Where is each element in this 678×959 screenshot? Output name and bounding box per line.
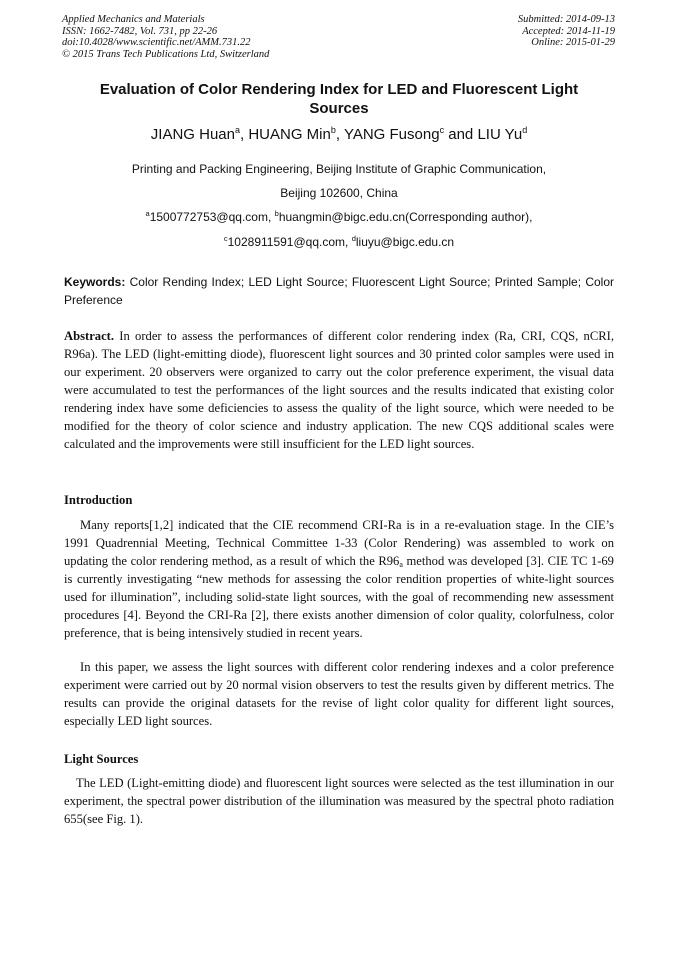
keywords-label: Keywords:	[64, 275, 126, 289]
paragraph-text: method was developed [3]. CIE TC 1-69 is currently investigating “new methods for assessing the color rendition properties of white-light sources used for illumination”, including solid-state light sources, with the goal of recommending new assessment procedures [4]. Beyond the CRI-Ra [2], there exists another dimension of color quality, colorfulness, color preference, that is being intensively studied in recent years.	[64, 554, 614, 640]
author-mark: d	[351, 234, 356, 243]
affiliation-city: Beijing 102600, China	[280, 186, 398, 200]
author-mark: d	[522, 125, 528, 135]
author-list	[40, 125, 638, 145]
journal-copyright: © 2015 Trans Tech Publications Ltd, Switzerland	[62, 48, 270, 60]
abstract	[64, 327, 614, 453]
submission-dates	[518, 14, 615, 49]
author-mark: c	[223, 234, 228, 243]
email-a[interactable]: 1500772753@qq.com,	[149, 210, 275, 224]
keywords	[64, 273, 614, 309]
author-mark: b	[274, 209, 279, 218]
submitted-date: Submitted: 2014-09-13	[517, 14, 615, 25]
online-date: Online: 2015-01-29	[531, 37, 615, 49]
abstract-text: In order to assess the performances of different color rendering index (Ra, CRI, CQS, nCRI, R96a). The LED (light-emitting diode), fluorescent light sources and 30 printed color samples were used in our experiment. 20 observers were organized to carry out the color preference experiment, the visual data were accumulated to test the performances of the light sources and the results indicated that existing color rendering index have some deficiencies to assess the quality of the light source, which were needed to be modified for the theory of color science and industry application. The new CQS additional scales were calculated and the improvements were still insufficient for the LED light sources.	[64, 329, 614, 451]
journal-info	[62, 14, 269, 60]
author-name: LIU Yu	[477, 126, 523, 143]
abstract-label: Abstract.	[64, 329, 115, 343]
author-name: HUANG Min	[248, 126, 331, 143]
paper-title: Evaluation of Color Rendering Index for LED and Fluorescent Light Sources	[99, 81, 579, 117]
author-name: YANG Fusong	[343, 126, 440, 143]
accepted-date: Accepted: 2014-11-19	[522, 25, 615, 37]
paragraph: The LED (Light-emitting diode) and fluorescent light sources were selected as the test illumination in our experiment, the spectral power distribution of the illumination was measured by the spectral photo radiation 655(see Fig. 1).	[64, 776, 614, 826]
email-b[interactable]: huangmin@bigc.edu.cn(Corresponding author),	[278, 210, 533, 224]
author-mark: b	[330, 125, 336, 135]
paragraph: In this paper, we assess the light sources with different color rendering indexes and a color preference experiment were carried out by 20 normal vision observers to test the results given by different metrics. The results can provide the original datasets for the revise of light color quality for different light sources, especially LED light sources.	[64, 660, 614, 728]
journal-doi: doi:10.4028/www.scientific.net/AMM.731.22	[62, 37, 251, 49]
journal-name: Applied Mechanics and Materials	[62, 14, 205, 25]
email-c[interactable]: 1028911591@qq.com,	[227, 235, 352, 249]
author-mark: c	[439, 125, 445, 135]
paragraph	[64, 516, 614, 642]
email-line	[40, 210, 638, 225]
paragraph-text: Many reports[1,2] indicated that the CIE recommend CRI-Ra is in a re-evaluation stage. In the CIE’s 1991 Quadrennial Meeting, Technical Committee 1-33 (Color Rendering) was assembled to work on updating the color rendering method, as a result of which the R96	[64, 518, 614, 568]
author-name: JIANG Huan	[150, 126, 235, 143]
author-mark: a	[234, 125, 240, 135]
subscript: a	[399, 560, 403, 569]
section-heading-introduction: Introduction	[64, 493, 133, 507]
email-d[interactable]: liuyu@bigc.edu.cn	[355, 235, 455, 249]
author-separator: ,	[240, 126, 249, 143]
affiliation-line: Printing and Packing Engineering, Beijing Institute of Graphic Communication,	[131, 162, 547, 176]
keywords-text: Color Rending Index; LED Light Source; Fluorescent Light Source; Printed Sample; Color Preference	[64, 275, 614, 307]
email-line	[40, 235, 638, 250]
author-separator: and	[444, 126, 478, 143]
author-mark: a	[145, 209, 150, 218]
journal-issn: ISSN: 1662-7482, Vol. 731, pp 22-26	[62, 25, 218, 37]
author-separator: ,	[335, 126, 344, 143]
section-heading-light-sources: Light Sources	[64, 752, 139, 766]
